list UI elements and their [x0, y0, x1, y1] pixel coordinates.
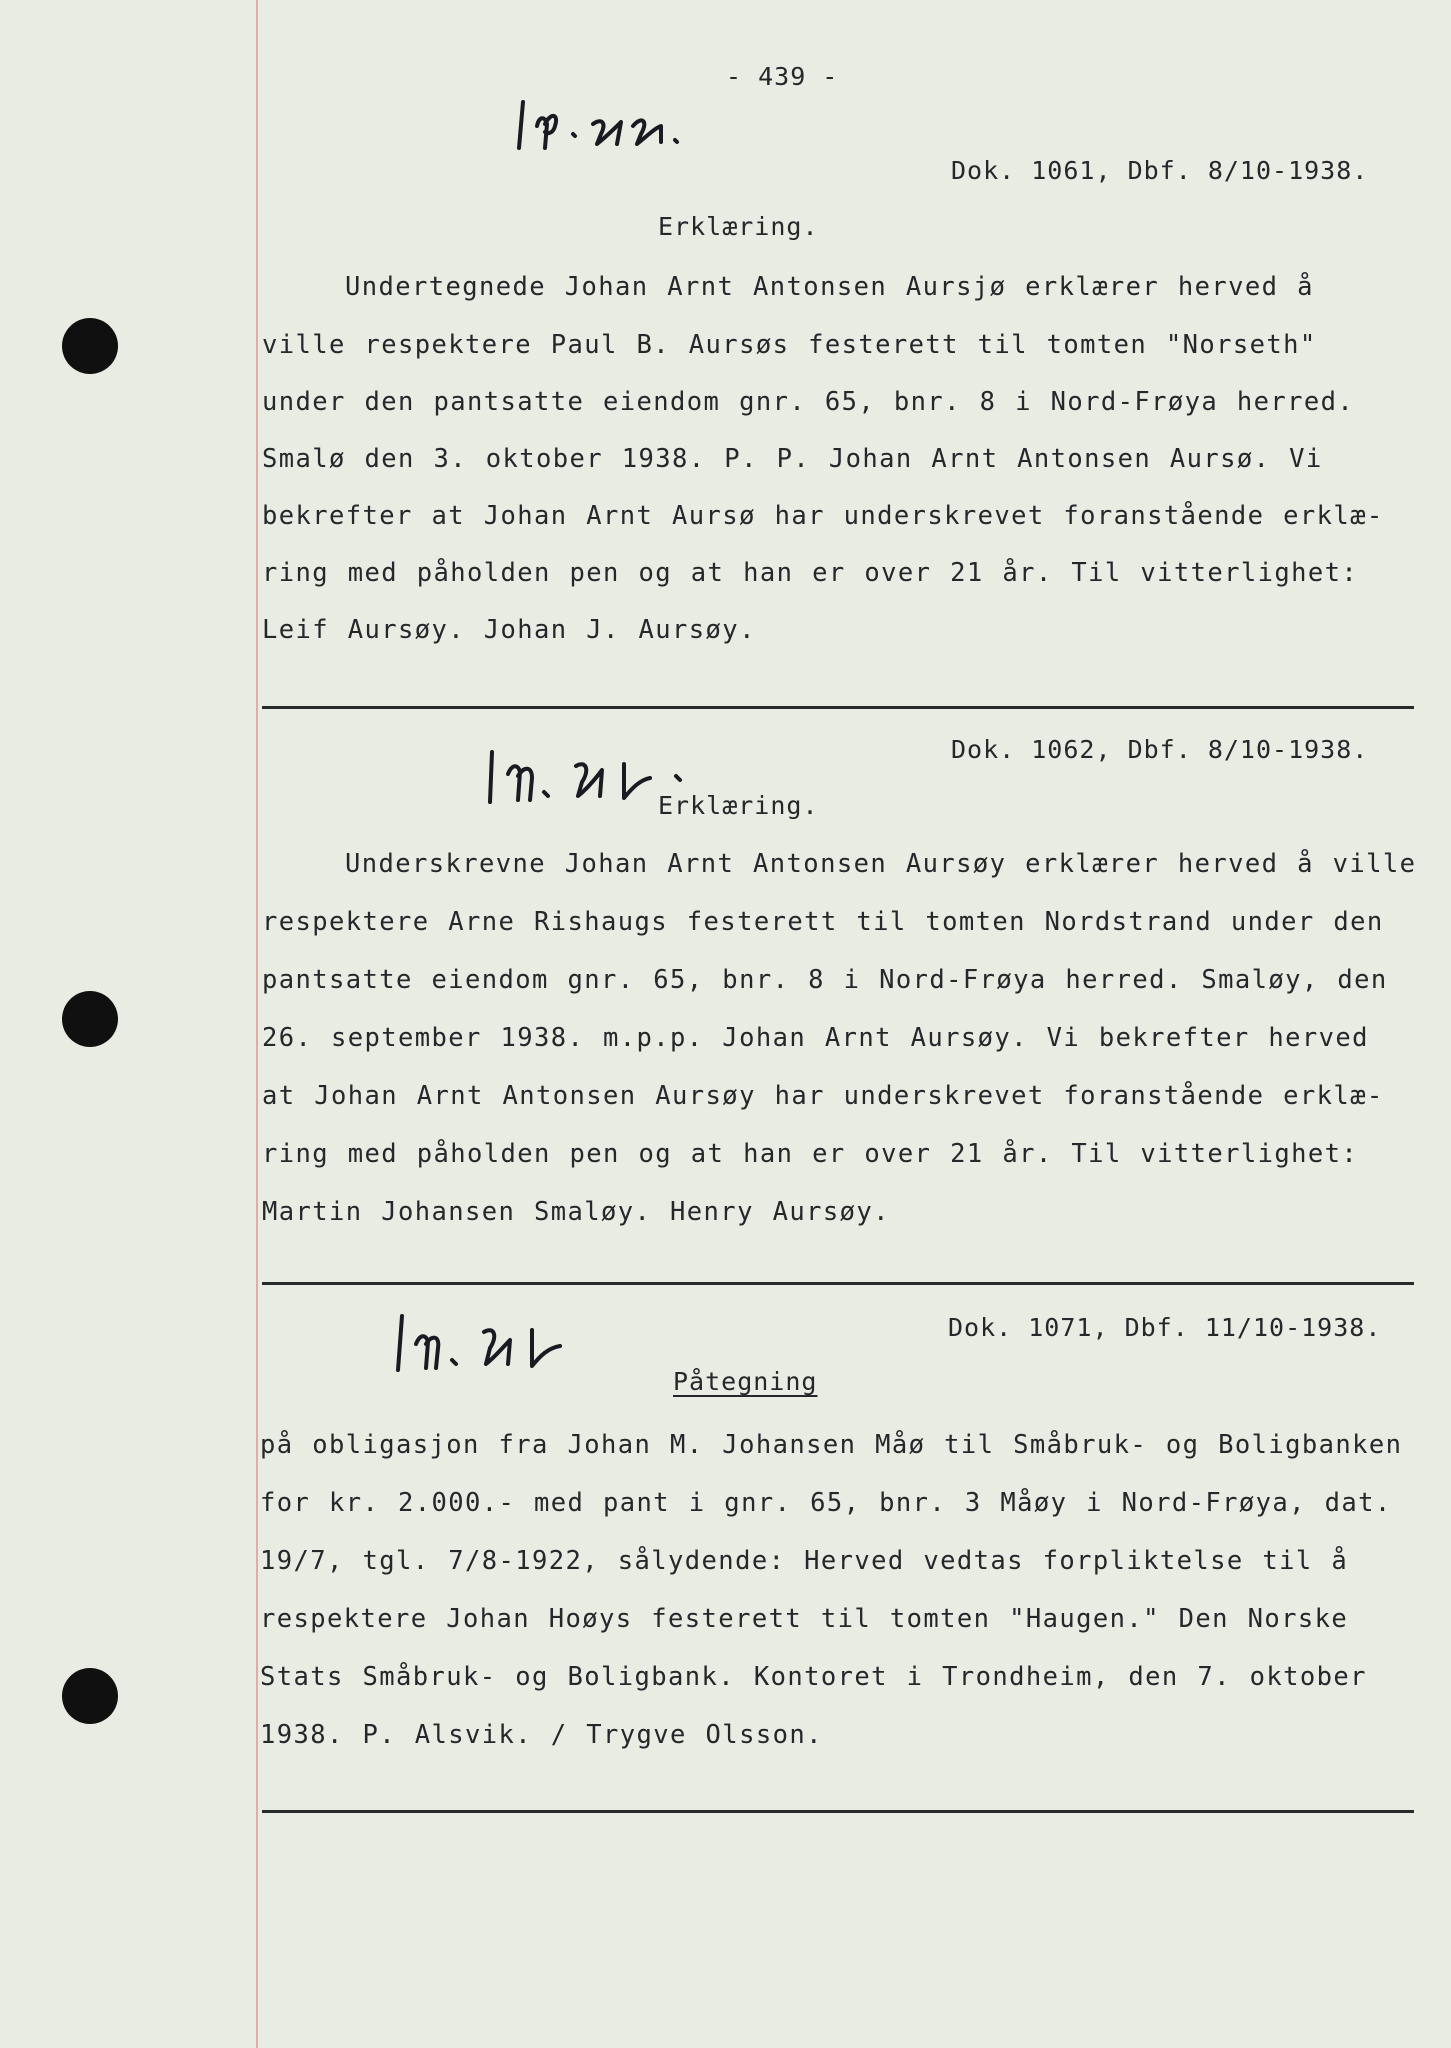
text-line: bekrefter at Johan Arnt Aursø har underskrevet foranstående erklæ- [262, 501, 1384, 531]
text-line: at Johan Arnt Antonsen Aursøy har underskrevet foranstående erklæ- [262, 1081, 1384, 1111]
section-divider [262, 706, 1414, 709]
punch-hole-icon [62, 318, 118, 374]
punch-hole-icon [62, 1668, 118, 1724]
text-line: Smalø den 3. oktober 1938. P. P. Johan Arnt Antonsen Aursø. Vi [262, 444, 1323, 474]
section-heading: Erklæring. [658, 212, 819, 241]
text-line: under den pantsatte eiendom gnr. 65, bnr. 8 i Nord-Frøya herred. [262, 387, 1355, 417]
text-line: respektere Arne Rishaugs festerett til tomten Nordstrand under den [262, 907, 1384, 937]
text-line: Undertegnede Johan Arnt Antonsen Aursjø erklærer herved å [345, 272, 1314, 302]
text-line: 19/7, tgl. 7/8-1922, sålydende: Herved vedtas forpliktelse til å [260, 1546, 1349, 1576]
handwritten-mark [515, 86, 815, 156]
handwritten-mark [388, 1298, 688, 1378]
dok-reference: Dok. 1071, Dbf. 11/10-1938. [948, 1313, 1382, 1342]
text-line: ville respektere Paul B. Aursøs festerett til tomten "Norseth" [262, 330, 1317, 360]
text-line: pantsatte eiendom gnr. 65, bnr. 8 i Nord-Frøya herred. Smaløy, den [262, 965, 1388, 995]
text-line: ring med påholden pen og at han er over 21 år. Til vitterlighet: [262, 1139, 1359, 1169]
text-line: på obligasjon fra Johan M. Johansen Måø til Småbruk- og Boligbanken [260, 1430, 1403, 1460]
text-line: Stats Småbruk- og Boligbank. Kontoret i Trondheim, den 7. oktober [260, 1662, 1367, 1692]
text-line: for kr. 2.000.- med pant i gnr. 65, bnr. 3 Måøy i Nord-Frøya, dat. [260, 1488, 1392, 1518]
section-divider [262, 1810, 1414, 1813]
text-line: Martin Johansen Smaløy. Henry Aursøy. [262, 1197, 890, 1227]
text-line: respektere Johan Hoøys festerett til tomten "Haugen." Den Norske [260, 1604, 1349, 1634]
text-line: Leif Aursøy. Johan J. Aursøy. [262, 615, 756, 645]
dok-reference: Dok. 1061, Dbf. 8/10-1938. [951, 156, 1369, 185]
text-line: Underskrevne Johan Arnt Antonsen Aursøy erklærer herved å ville [345, 849, 1417, 879]
dok-reference: Dok. 1062, Dbf. 8/10-1938. [951, 735, 1369, 764]
text-line: 1938. P. Alsvik. / Trygve Olsson. [260, 1720, 823, 1750]
text-line: 26. september 1938. m.p.p. Johan Arnt Aursøy. Vi bekrefter herved [262, 1023, 1369, 1053]
section-divider [262, 1282, 1414, 1285]
section-heading: Erklæring. [658, 791, 819, 820]
section-heading: Påtegning [673, 1367, 818, 1396]
margin-line [256, 0, 258, 2048]
punch-hole-icon [62, 991, 118, 1047]
text-line: ring med påholden pen og at han er over 21 år. Til vitterlighet: [262, 558, 1359, 588]
page-number: - 439 - [726, 62, 839, 91]
